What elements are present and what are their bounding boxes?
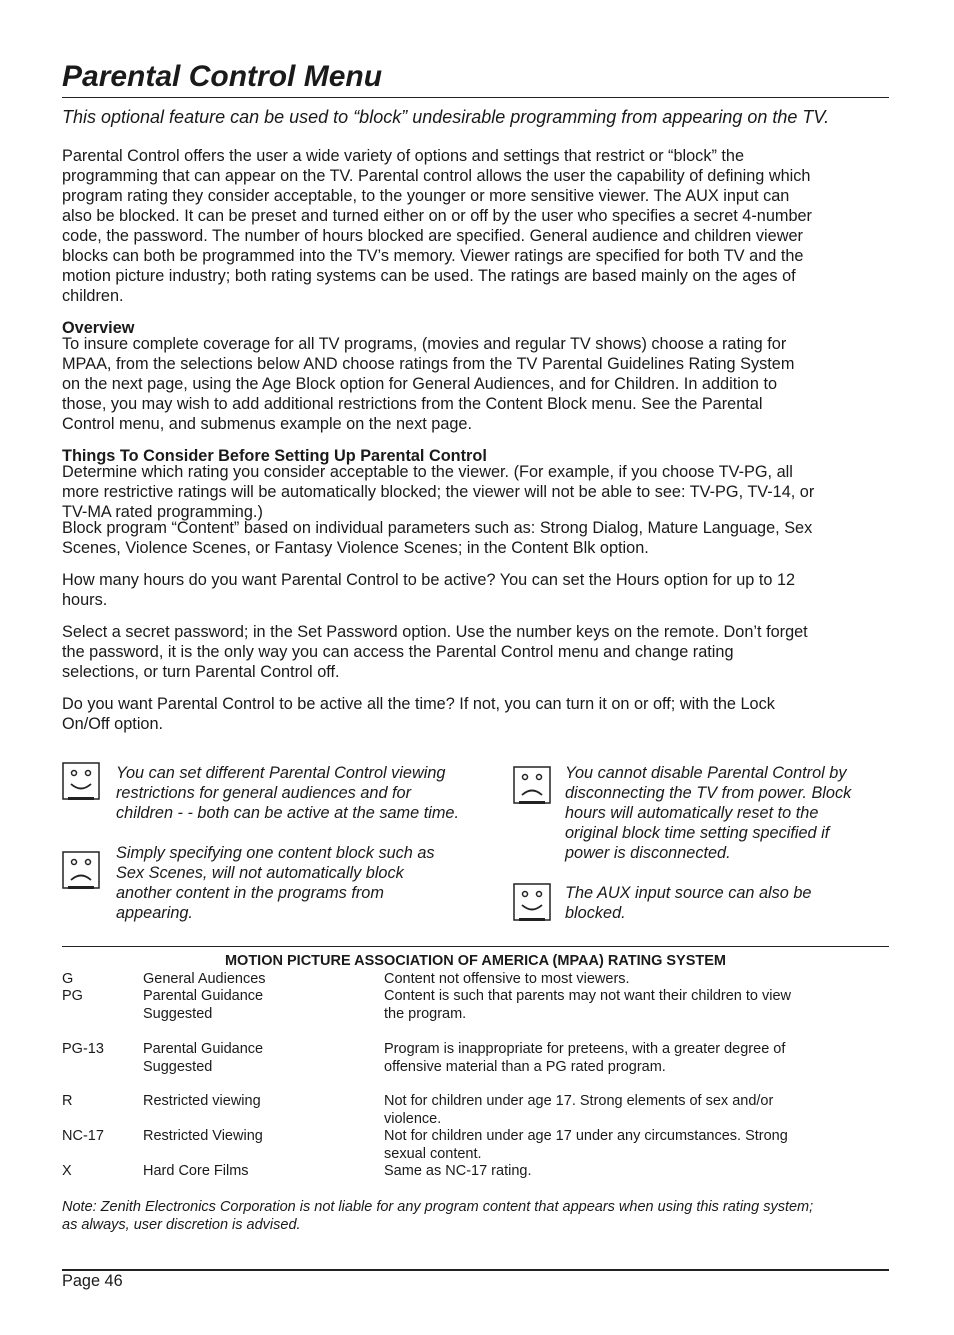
rating-name [143, 971, 373, 989]
happy-face-icon [513, 883, 551, 921]
text-line: those, you may wish to add additional restrictions from the Content Block menu. See the Parental [62, 395, 763, 413]
rating-code: X [62, 1163, 72, 1179]
text-line: sexual content. [384, 1145, 482, 1162]
text-line: Parental Control offers the user a wide variety of options and settings that restrict or “block” the [62, 147, 745, 165]
consider-heading: Things To Consider Before Setting Up Parental Control [62, 447, 487, 465]
page-number: Page 46 [62, 1272, 123, 1290]
lock-paragraph [62, 694, 892, 734]
text-line: blocked. [565, 904, 626, 922]
text-line: MPAA, from the selections below AND choose ratings from the TV Parental Guidelines Rating System [62, 355, 795, 373]
rating-description [384, 1163, 854, 1181]
note-general-audiences [116, 763, 506, 823]
text-line: Control menu, and submenus example on the next page. [62, 415, 473, 433]
text-line: You can set different Parental Control viewing [116, 764, 446, 782]
text-line: Suggested [143, 1005, 213, 1022]
text-line: motion picture industry; both rating systems can be used. The ratings are based mainly on the ages of [62, 267, 796, 285]
hours-paragraph [62, 570, 892, 610]
text-line: another content in the programs from [116, 884, 384, 902]
rating-name [143, 1093, 373, 1111]
rating-description [384, 1093, 854, 1128]
consider-paragraph-content [62, 518, 892, 558]
intro-paragraph [62, 146, 892, 306]
text-line: children. [62, 287, 124, 305]
text-line: code, the password. The number of hours blocked are specified. General audience and children viewer [62, 227, 803, 245]
text-line: Scenes, Violence Scenes, or Fantasy Violence Scenes; in the Content Blk option. [62, 539, 649, 557]
text-line: Hard Core Films [143, 1163, 249, 1179]
text-line: General Audiences [143, 971, 266, 987]
text-line: To insure complete coverage for all TV programs, (movies and regular TV shows) choose a rating for [62, 335, 787, 353]
text-line: power is disconnected. [565, 844, 731, 862]
text-line: programming that can appear on the TV. Parental control allows the user the capability of defining which [62, 167, 811, 185]
text-line: more restrictive ratings will be automatically blocked; the viewer will not be able to see: TV-PG, TV-14, or [62, 483, 815, 501]
liability-footnote [62, 1198, 892, 1234]
table-divider [62, 946, 889, 947]
text-line: selections, or turn Parental Control off. [62, 663, 340, 681]
rating-name [143, 1163, 373, 1181]
text-line: Parental Guidance [143, 1041, 264, 1057]
text-line: offensive material than a PG rated program. [384, 1058, 666, 1075]
rating-name [143, 1128, 373, 1146]
text-line: Content is such that parents may not want their children to view [384, 988, 792, 1004]
rating-code: PG [62, 988, 83, 1004]
rating-description [384, 1128, 854, 1163]
text-line: program rating they consider acceptable, to the younger or more sensitive viewer. The AUX input can [62, 187, 790, 205]
text-line: TV-MA rated programming.) [62, 503, 263, 521]
rating-name [143, 1041, 373, 1076]
text-line: blocks can both be programmed into the TV’s memory. Viewer ratings are specified for both TV and the [62, 247, 804, 265]
footer-divider [62, 1269, 889, 1271]
text-line: Parental Guidance [143, 988, 264, 1004]
text-line: Determine which rating you consider acceptable to the viewer. (For example, if you choose TV-PG, all [62, 463, 793, 481]
text-line: the program. [384, 1005, 467, 1022]
text-line: original block time setting specified if [565, 824, 830, 842]
text-line: as always, user discretion is advised. [62, 1217, 301, 1233]
rating-code: R [62, 1093, 73, 1109]
text-line: hours will automatically reset to the [565, 804, 819, 822]
title-divider [62, 97, 889, 98]
text-line: Sex Scenes, will not automatically block [116, 864, 404, 882]
overview-paragraph [62, 334, 892, 434]
note-content-block [116, 843, 506, 923]
text-line: the password, it is the only way you can access the Parental Control menu and change rating [62, 643, 734, 661]
rating-description [384, 988, 854, 1023]
text-line: Do you want Parental Control to be active all the time? If not, you can turn it on or off; with the Lock [62, 695, 775, 713]
text-line: Suggested [143, 1058, 213, 1075]
rating-description [384, 1041, 854, 1076]
text-line: Not for children under age 17. Strong elements of sex and/or [384, 1093, 774, 1109]
text-line: On/Off option. [62, 715, 164, 733]
text-line: Restricted Viewing [143, 1128, 263, 1144]
mpaa-table-title: MOTION PICTURE ASSOCIATION OF AMERICA (MPAA) RATING SYSTEM [224, 953, 727, 969]
text-line: Not for children under age 17 under any circumstances. Strong [384, 1128, 788, 1144]
text-line: How many hours do you want Parental Control to be active? You can set the Hours option for up to 12 [62, 571, 796, 589]
text-line: The AUX input source can also be [565, 884, 812, 902]
text-line: restrictions for general audiences and for [116, 784, 412, 802]
sad-face-icon [513, 766, 551, 804]
text-line: also be blocked. It can be preset and turned either on or off by the user who specifies a secret 4-number [62, 207, 812, 225]
text-line: violence. [384, 1110, 442, 1127]
page-title: Parental Control Menu [62, 60, 383, 93]
text-line: Program is inappropriate for preteens, with a greater degree of [384, 1041, 786, 1057]
text-line: Note: Zenith Electronics Corporation is not liable for any program content that appears when using this rating system; [62, 1199, 814, 1215]
sad-face-icon [62, 851, 100, 889]
rating-code: NC-17 [62, 1128, 104, 1144]
rating-code: PG-13 [62, 1041, 104, 1057]
text-line: hours. [62, 591, 108, 609]
note-aux-input [565, 883, 895, 923]
text-line: Content not offensive to most viewers. [384, 971, 630, 987]
text-line: appearing. [116, 904, 193, 922]
note-power-disconnect [565, 763, 895, 863]
rating-code: G [62, 971, 74, 987]
happy-face-icon [62, 762, 100, 800]
text-line: Restricted viewing [143, 1093, 261, 1109]
rating-description [384, 971, 854, 989]
text-line: Block program “Content” based on individual parameters such as: Strong Dialog, Mature Language, Sex [62, 519, 813, 537]
text-line: Select a secret password; in the Set Password option. Use the number keys on the remote. Don’t forget [62, 623, 808, 641]
text-line: Simply specifying one content block such as [116, 844, 435, 862]
overview-heading: Overview [62, 319, 135, 337]
text-line: Same as NC-17 rating. [384, 1163, 532, 1179]
text-line: on the next page, using the Age Block option for General Audiences, and for Children. In addition to [62, 375, 778, 393]
consider-paragraph-rating [62, 462, 892, 522]
text-line: You cannot disable Parental Control by [565, 764, 847, 782]
text-line: children - - both can be active at the same time. [116, 804, 459, 822]
rating-name [143, 988, 373, 1023]
text-line: disconnecting the TV from power. Block [565, 784, 852, 802]
page-subtitle: This optional feature can be used to “block” undesirable programming from appearing on the TV. [62, 107, 830, 127]
password-paragraph [62, 622, 892, 682]
